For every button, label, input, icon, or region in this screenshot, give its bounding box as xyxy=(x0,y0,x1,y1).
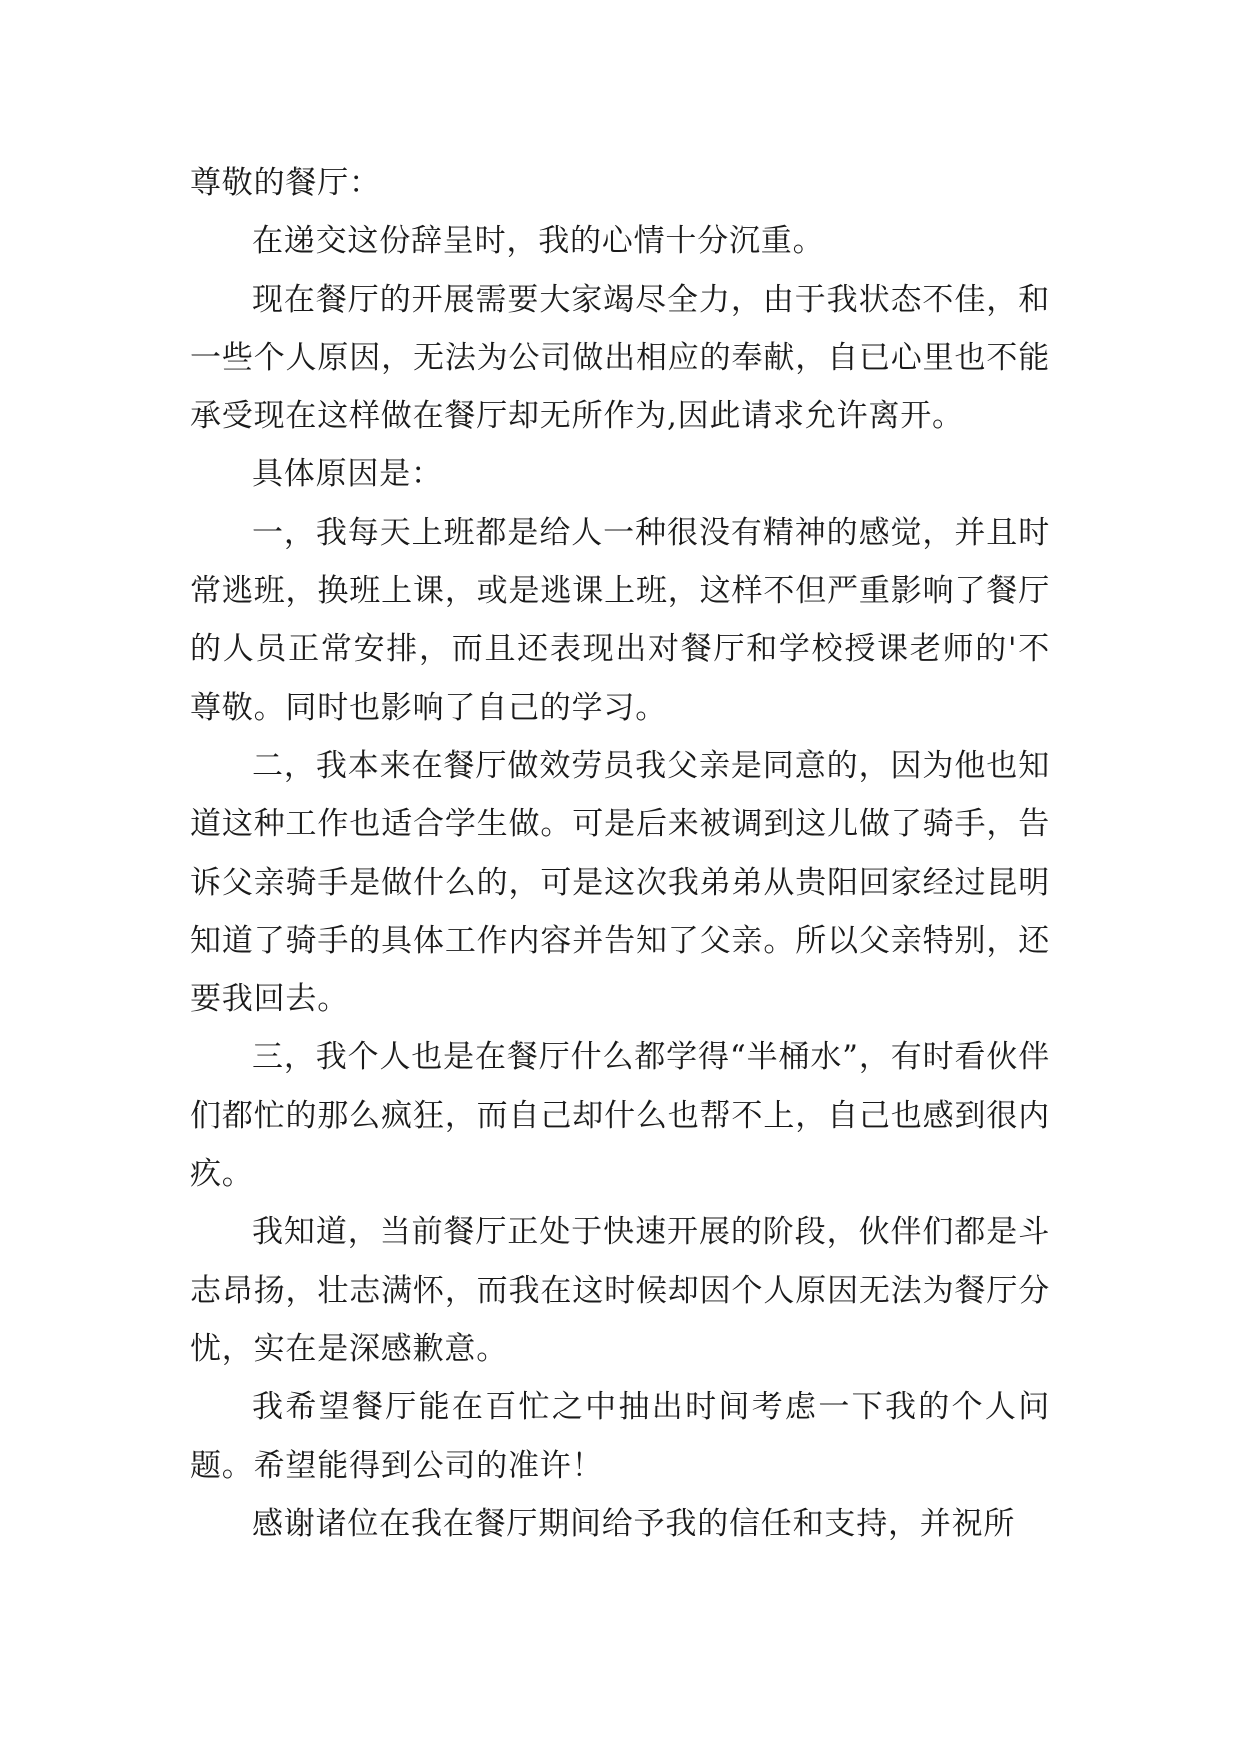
paragraph-reason-three: 三，我个人也是在餐厅什么都学得“半桶水”，有时看伙伴们都忙的那么疯狂，而自己却什么也帮不上，自己也感到很内疚。 xyxy=(190,1039,1050,1193)
paragraph-request: 我希望餐厅能在百忙之中抽出时间考虑一下我的个人问题。希望能得到公司的准许！ xyxy=(190,1389,1050,1484)
salutation: 尊敬的餐厅： xyxy=(190,165,381,201)
letter-body xyxy=(190,154,1050,1553)
paragraph-reason-two: 二，我本来在餐厅做效劳员我父亲是同意的，因为他也知道这种工作也适合学生做。可是后来被调到这儿做了骑手，告诉父亲骑手是做什么的，可是这次我弟弟从贵阳回家经过昆明知道了骑手的具体工作内容并告知了父亲。所以父亲特别，还要我回去。 xyxy=(190,747,1050,1018)
paragraph-thanks: 感谢诸位在我在餐厅期间给予我的信任和支持，并祝所 xyxy=(252,1505,1016,1542)
paragraph-reasons-heading: 具体原因是： xyxy=(252,456,443,493)
paragraph-opening: 在递交这份辞呈时，我的心情十分沉重。 xyxy=(252,223,825,260)
paragraph-situation: 现在餐厅的开展需要大家竭尽全力，由于我状态不佳，和一些个人原因，无法为公司做出相应的奉献，自已心里也不能承受现在这样做在餐厅却无所作为,因此请求允许离开。 xyxy=(190,281,1050,435)
paragraph-reason-one: 一，我每天上班都是给人一种很没有精神的感觉，并且时常逃班，换班上课，或是逃课上班，这样不但严重影响了餐厅的人员正常安排，而且还表现出对餐厅和学校授课老师的'不尊敬。同时也影响了自己的学习。 xyxy=(190,514,1050,726)
paragraph-apology: 我知道，当前餐厅正处于快速开展的阶段，伙伴们都是斗志昂扬，壮志满怀，而我在这时候却因个人原因无法为餐厅分忧，实在是深感歉意。 xyxy=(190,1214,1050,1367)
